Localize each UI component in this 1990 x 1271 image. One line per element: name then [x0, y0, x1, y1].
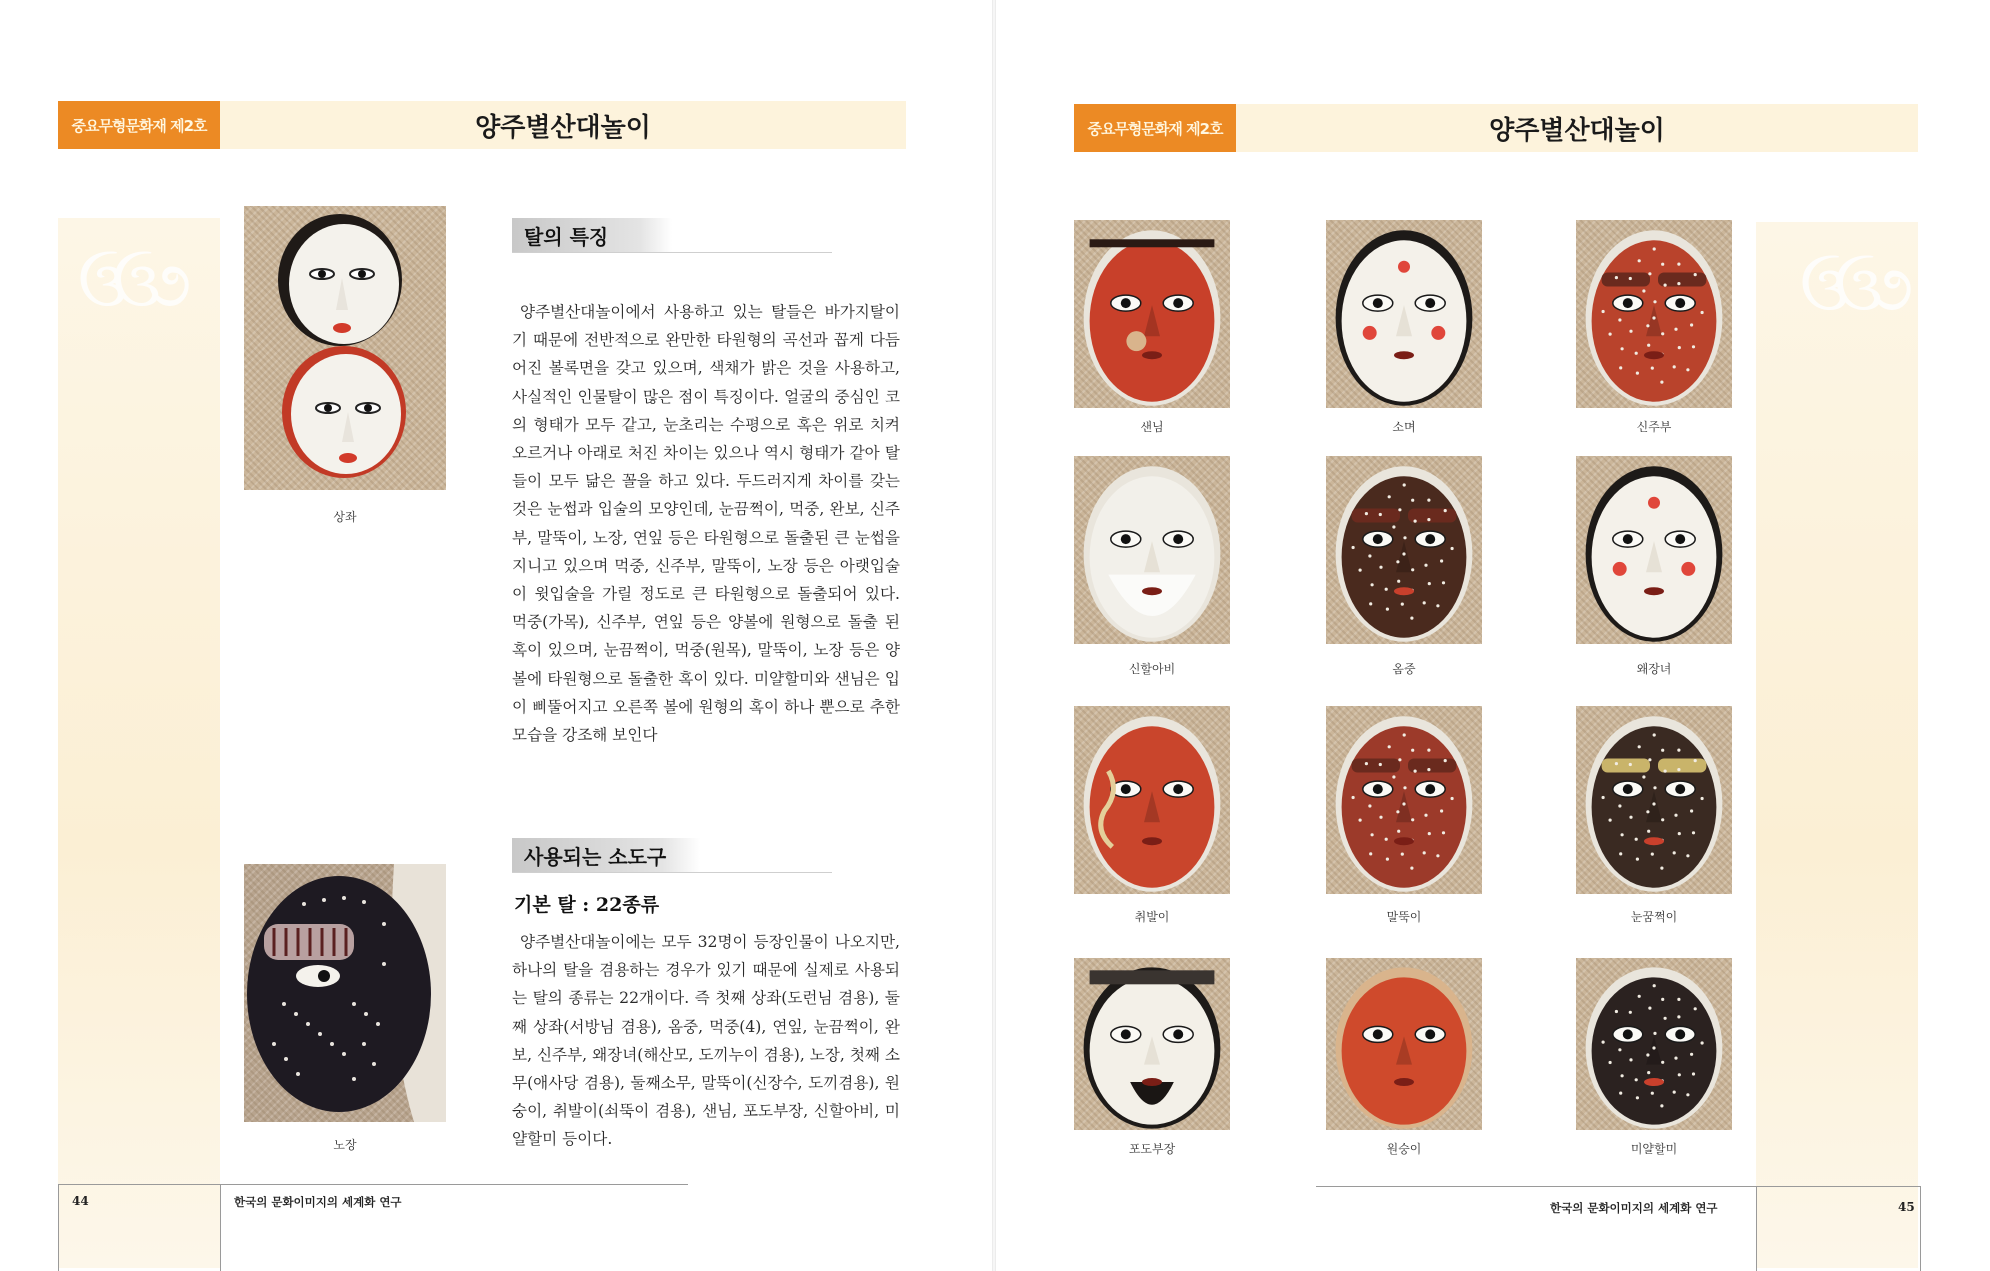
mask-photo-omjung: [1326, 456, 1482, 644]
mask-caption-waejang: 왜장녀: [1636, 662, 1672, 676]
left-footer-vline-2: [220, 1184, 221, 1271]
section-title-mask-features: 탈의 특징: [512, 218, 672, 252]
right-decorative-strip: [1756, 222, 1918, 1268]
section-subtitle-basic-masks: 기본 탈 : 22종류: [514, 894, 660, 916]
left-page: [0, 0, 994, 1271]
chwibari-mask-illustration: [1074, 706, 1230, 894]
podo-mask-illustration: [1074, 958, 1230, 1130]
left-header-title: 양주별산대놀이: [475, 112, 651, 143]
mask-photo-podo: [1074, 958, 1230, 1130]
nojang-mask-illustration: [244, 864, 446, 1122]
mask-caption-chwibari: 취발이: [1134, 910, 1170, 924]
mask-caption-miyal: 미얄할미: [1630, 1142, 1678, 1156]
right-header-tag: 중요무형문화재 제2호: [1074, 104, 1236, 152]
section-rule-1: [512, 252, 832, 253]
left-footer-text: 한국의 문화이미지의 세계화 연구: [234, 1195, 402, 1209]
mask-caption-saennim: 샌님: [1140, 420, 1164, 434]
mask-photo-nojang: [244, 864, 446, 1122]
nunkkum-mask-illustration: [1576, 706, 1732, 894]
cloud-ornament-icon: ઉઉ૭: [78, 248, 178, 322]
cloud-ornament-icon-right: ઉઉ૭: [1800, 252, 1900, 326]
mask-caption-omjung: 옴중: [1392, 662, 1416, 676]
section-body-props: 양주별산대놀이에는 모두 32명이 등장인물이 나오지만, 하나의 탈을 겸용하는 경우가 있기 때문에 실제로 사용되는 탈의 종류는 22개이다. 즉 첫째 상좌(도런님 겸용), 둘째 상좌(서방님 겸용), 옴중, 먹중(4), 연잎, 눈끔쩍이, 완보, 신주부, 왜장녀(해산모, 도끼누이 겸용), 노장, 첫째 소무(애사당 겸용), 둘째소무, 말뚝이(신장수, 도끼겸용), 원숭이, 취발이(쇠뚝이 겸용), 샌님, 포도부장, 신할아비, 미얄할미 등이다.: [512, 933, 900, 1149]
mask-photo-malttugi: [1326, 706, 1482, 894]
mask-caption-wonsungi: 원숭이: [1386, 1142, 1422, 1156]
waejang-mask-illustration: [1576, 456, 1732, 644]
omjung-mask-illustration: [1326, 456, 1482, 644]
mask-photo-sangjwa: [244, 206, 446, 490]
section-rule-2: [512, 872, 832, 873]
miyal-mask-illustration: [1576, 958, 1732, 1130]
right-footer-vline-1: [1756, 1186, 1757, 1271]
right-page: [996, 0, 1990, 1271]
mask-photo-chwibari: [1074, 706, 1230, 894]
mask-caption-sinjubu: 신주부: [1636, 420, 1672, 434]
somu-mask-illustration: [1326, 220, 1482, 408]
photo-caption-nojang: 노장: [333, 1138, 357, 1152]
saennim-mask-illustration: [1074, 220, 1230, 408]
left-footer-vline-1: [58, 1184, 59, 1271]
right-footer-text: 한국의 문화이미지의 세계화 연구: [1550, 1201, 1718, 1215]
section-title-props: 사용되는 소도구: [512, 838, 700, 872]
mask-photo-saennim: [1074, 220, 1230, 408]
section-body-mask-features: 양주별산대놀이에서 사용하고 있는 탈들은 바가지탈이기 때문에 전반적으로 완만한 타원형의 곡선과 꼽게 다듬어진 볼록면을 갖고 있으며, 색채가 밝은 것을 사용하고, 사실적인 인물탈이 많은 점이 특징이다. 얼굴의 중심인 코의 형태가 모두 같고, 눈초리는 수평으로 혹은 위로 치켜오르거나 아래로 처진 차이는 있으나 역시 형태가 같아 탈들이 모두 닮은 꼴을 하고 있다. 두드러지게 차이를 갖는 것은 눈썹과 입술의 모양인데, 눈끔쩍이, 먹중, 완보, 신주부, 말뚝이, 노장, 연잎 등은 타원형으로 돌출된 큰 눈썹을 지니고 있으며 먹중, 신주부, 말뚝이, 노장 등은 아랫입술이 윗입술을 가릴 정도로 큰 타원형으로 돌출되어 있다. 먹중(가목), 신주부, 연잎 등은 양볼에 원형으로 돌출 된 혹이 있으며, 눈끔쩍이, 먹중(원목), 말뚝이, 노장 등은 양볼에 타원형으로 돌출한 혹이 있다. 미얄할미와 샌님은 입이 삐뚤어지고 오른쪽 볼에 원형의 혹이 하나 뿐으로 추한 모습을 강조해 보인다: [512, 303, 900, 745]
mask-photo-sinjubu: [1576, 220, 1732, 408]
halabi-mask-illustration: [1074, 456, 1230, 644]
left-page-number: 44: [72, 1194, 89, 1208]
mask-photo-somu: [1326, 220, 1482, 408]
mask-photo-wonsungi: [1326, 958, 1482, 1130]
mask-caption-somu: 소며: [1392, 420, 1416, 434]
left-decorative-strip: [58, 218, 220, 1268]
right-header-title: 양주별산대놀이: [1489, 115, 1665, 146]
malttugi-mask-illustration: [1326, 706, 1482, 894]
left-footer-line: [58, 1184, 688, 1185]
photo-caption-sangjwa: 상좌: [333, 510, 357, 524]
mask-photo-waejang: [1576, 456, 1732, 644]
right-footer-line: [1316, 1186, 1920, 1187]
right-footer-vline-2: [1920, 1186, 1921, 1271]
left-header-band: [58, 101, 906, 149]
mask-caption-podo: 포도부장: [1128, 1142, 1176, 1156]
mask-caption-nunkkum: 눈꿈쩍이: [1630, 910, 1678, 924]
sinjubu-mask-illustration: [1576, 220, 1732, 408]
sangjwa-mask-illustration: [244, 206, 446, 490]
right-page-number: 45: [1898, 1200, 1915, 1214]
mask-photo-miyal: [1576, 958, 1732, 1130]
mask-caption-malttugi: 말뚝이: [1386, 910, 1422, 924]
left-header-tag: 중요무형문화재 제2호: [58, 101, 220, 149]
mask-photo-nunkkum: [1576, 706, 1732, 894]
mask-photo-halabi: [1074, 456, 1230, 644]
right-header-band: [1074, 104, 1918, 152]
mask-caption-halabi: 신할아비: [1128, 662, 1176, 676]
wonsungi-mask-illustration: [1326, 958, 1482, 1130]
